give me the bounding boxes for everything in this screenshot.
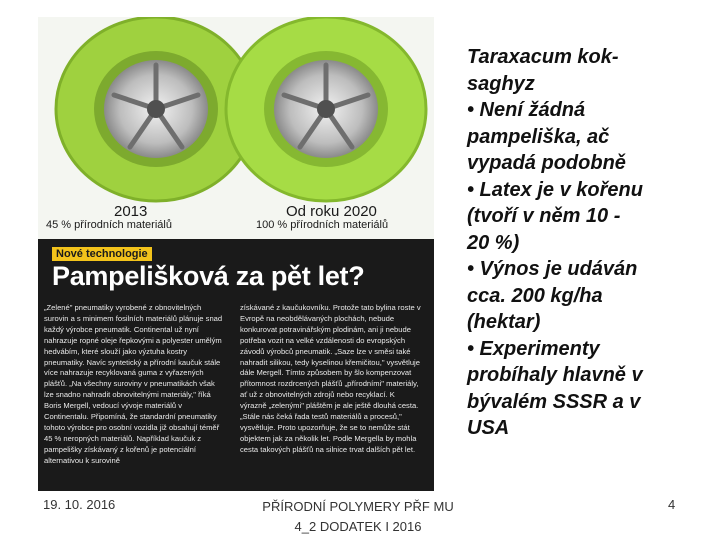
newspaper-clipping-image <box>38 17 434 491</box>
footer-center-line2: 4_2 DODATEK I 2016 <box>294 519 422 534</box>
article-column-right: získávané z kaučukovníku. Protože tato bylina roste v Evropě na neobdělávaných plochách, nebude konkurovat potravinářským plodinám, ani ji nebude potřeba vozit na velké vzdálenosti do evropských závodů výrobců pneumatik. „Saze lze v směsi také nahradit silikou, tedy kyselinou křemičitou," vysvětluje dále Mergell. Tímto způsobem by šlo kompenzovat přítomnost rozdrcených plášťů „přírodními" materiály, ať už z obnovitelných zdrojů nebo recyklací. K výrazně „zelenými" pláštěm je ale ještě dlouhá cesta. „Stále nás čeká řada testů materiálů a procesů," vysvětluje. Proto upozorňuje, že se to nemůže stát objektem jak za několik let. Podle Mergella by mohla cesta takových plášťů na silnice trvat dalších pět let. <box>240 303 421 454</box>
article-headline: Pampelišková za pět let? <box>52 261 365 291</box>
side-bullet-1: • Není žádná pampeliška, ač vypadá podobně <box>467 99 626 174</box>
tires-graphic <box>38 17 434 203</box>
side-bullet-2: • Latex je v kořenu (tvoří v něm 10 - 20 %) <box>467 178 643 254</box>
footer-date: 19. 10. 2016 <box>43 497 116 512</box>
tire-right-icon <box>226 17 426 201</box>
tires-illustration <box>38 17 434 239</box>
footer-center <box>252 497 464 537</box>
footer-center-line1: PŘÍRODNÍ POLYMERY PŘF MU <box>262 499 454 514</box>
tire-left-material: 45 % přírodních materiálů <box>46 219 172 231</box>
section-badge: Nové technologie <box>52 247 152 261</box>
tire-right-material: 100 % přírodních materiálů <box>256 219 389 231</box>
article-column-left: „Zelené" pneumatiky vyrobené z obnovitelných surovin a s minimem fosilních materiálů plánuje snad každý výrobce pneumatik. Continental už nyní nahrazuje ropné oleje řepkovými a polyester umělým hedvábím, které slouží jako výztuha kostry pneumatiky. Navíc syntetický a přírodní kaučuk stále více nahrazuje recyklovaná guma z vyřazených plášťů. „Na všechny suroviny v pneumatikách však lze snadno nahradit obnovitelnými materiály," říká Boris Mergell, vedoucí vývoje materiálů v Continentalu. Připomíná, že standardní pneumatiky tohoto výrobce pro osobní vozidla již obsahují téměř 45 % neropných materiálů. Například kaučuk z pampelišky získávaný z kořenů je potenciální alternativou k surovině <box>44 303 223 465</box>
side-bullet-4: • Experimenty probíhaly hlavně v bývalém SSSR a v USA <box>467 337 643 439</box>
side-text-block <box>467 44 717 442</box>
side-bullet-3: • Výnos je udáván cca. 200 kg/ha (hektar) <box>467 258 638 333</box>
tire-right-year: Od roku 2020 <box>286 203 377 220</box>
side-line-title: Taraxacum kok- saghyz <box>467 46 619 95</box>
footer-page-number: 4 <box>668 497 676 512</box>
tire-left-year: 2013 <box>114 203 148 220</box>
